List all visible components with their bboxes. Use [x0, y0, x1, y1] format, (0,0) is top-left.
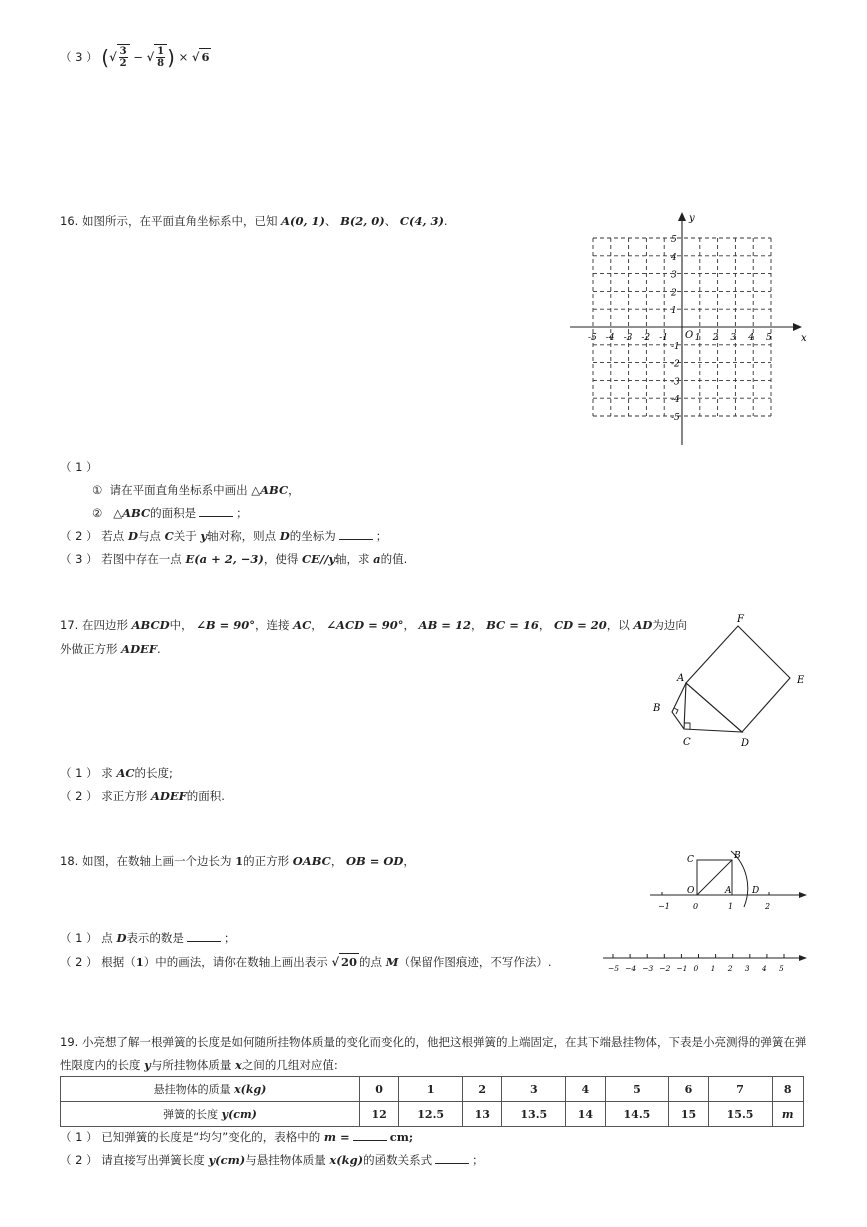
q19-line1: 19. 小亮想了解一根弹簧的长度是如何随所挂物体质量的变化而变化的，他把这根弹簧的上端固定，在其下端悬挂物体，下表是小亮测得的弹簧在弹: [60, 1035, 807, 1049]
table-cell: 8: [772, 1077, 804, 1102]
table-row-label: 悬挂物体的质量 x(kg): [61, 1077, 360, 1102]
table-cell: m: [772, 1102, 804, 1127]
table-cell: 3: [502, 1077, 566, 1102]
tick-label: 2: [727, 964, 733, 973]
label-d: D: [741, 738, 750, 749]
x-axis-label: x: [801, 333, 807, 344]
tick-label: 1: [710, 964, 716, 973]
q16-part1-label: （ 1 ）: [60, 460, 98, 474]
x-axis-arrow-icon: [793, 323, 802, 331]
y-tick-label: -5: [671, 413, 680, 423]
table-cell: 12: [360, 1102, 399, 1127]
q16-stem: 16. 如图所示，在平面直角坐标系中，已知 A(0, 1)、 B(2, 0)、 C(4, 3).: [60, 214, 448, 228]
table-cell: 2: [463, 1077, 502, 1102]
y-tick-label: 1: [671, 306, 677, 317]
q17-part2: （ 2 ） 求正方形 ADEF的面积.: [60, 789, 225, 803]
label-c: C: [687, 855, 694, 865]
y-tick-label: -3: [671, 377, 680, 388]
y-tick-label: -1: [671, 341, 680, 352]
q19-part1: （ 1 ） 已知弹簧的长度是“均匀”变化的，表格中的 m = cm;: [60, 1130, 414, 1144]
q18-blank-number-line[interactable]: [600, 948, 810, 978]
answer-blank[interactable]: [435, 1153, 469, 1164]
quadrilateral-abcd: [672, 683, 742, 732]
y-axis-arrow-icon: [678, 212, 686, 221]
table-cell: 5: [605, 1077, 669, 1102]
label-o: O: [687, 886, 695, 896]
x-tick-label: -3: [623, 333, 633, 343]
y-tick-label: -2: [671, 359, 680, 370]
table-cell: 7: [708, 1077, 772, 1102]
table-cell: 12.5: [399, 1102, 463, 1127]
table-cell: 14.5: [605, 1102, 669, 1127]
table-cell: 13: [463, 1102, 502, 1127]
x-tick-label: -4: [605, 333, 615, 343]
table-cell: 14: [566, 1102, 605, 1127]
number-line-arrow-icon: [799, 892, 807, 898]
q17-stem-line1: 17. 在四边形 ABCD中， ∠B = 90°，连接 AC， ∠ACD = 90°， AB = 12， BC = 16， CD = 20，以 AD为边向: [60, 618, 687, 632]
x-tick-label: -2: [641, 333, 651, 343]
x-tick-label: -5: [588, 333, 597, 343]
label-f: F: [737, 614, 744, 625]
q19-data-table: [60, 1076, 804, 1127]
table-row: [61, 1102, 804, 1127]
table-cell: 1: [399, 1077, 463, 1102]
q17-quadrilateral-figure: [645, 610, 815, 755]
q16-coordinate-grid: [565, 208, 810, 448]
square-adef: [686, 626, 790, 732]
tick-label: 0: [693, 964, 699, 973]
q18-part2: （ 2 ） 根据（1）中的画法，请你在数轴上画出表示 √ 20 的点 M（保留作图痕迹，不写作法）.: [60, 955, 552, 969]
tick-label: 3: [744, 964, 750, 973]
label-b: B: [653, 703, 661, 714]
tick-label: −5: [608, 964, 620, 973]
label-a: A: [677, 673, 685, 684]
q16-sub2: ② △ABC的面积是 ；: [92, 506, 248, 520]
tick-label: 5: [779, 964, 784, 973]
x-tick-label: 3: [730, 333, 737, 343]
table-row: [61, 1077, 804, 1102]
answer-blank[interactable]: [199, 506, 233, 517]
q19-part2: （ 2 ） 请直接写出弹簧长度 y(cm)与悬挂物体质量 x(kg)的函数关系式 ；: [60, 1153, 484, 1167]
x-tick-label: 5: [766, 333, 772, 343]
q19-line2: 性限度内的长度 y与所挂物体质量 x之间的几组对应值:: [60, 1058, 338, 1072]
y-tick-label: 4: [671, 252, 677, 263]
tick-label: 0: [693, 902, 699, 911]
y-tick-label: 3: [671, 270, 677, 281]
q15-part3: （ 3 ） (√ $\frac{3}{2}$ − √ $\frac{1}{8}$ ) × √ 6: [60, 45, 210, 70]
q17-part1: （ 1 ） 求 AC的长度;: [60, 766, 173, 780]
label-d: D: [752, 886, 760, 896]
x-tick-label: 4: [748, 333, 754, 343]
q17-stem-line2: 外做正方形 ADEF.: [60, 642, 161, 656]
origin-label: O: [685, 330, 694, 341]
label-b: B: [734, 851, 741, 861]
tick-label: −4: [625, 964, 637, 973]
q18-part1: （ 1 ） 点 D表示的数是 ；: [60, 931, 236, 945]
label-c: C: [683, 737, 691, 748]
answer-blank[interactable]: [353, 1130, 387, 1141]
y-tick-label: -4: [671, 395, 680, 406]
right-angle-mark: [674, 708, 678, 714]
answer-blank[interactable]: [339, 529, 373, 540]
table-cell: 13.5: [502, 1102, 566, 1127]
q16-part3: （ 3 ） 若图中存在一点 E(a + 2, −3)，使得 CE//y轴，求 a的值.: [60, 552, 408, 566]
label-e: E: [797, 675, 805, 686]
table-cell: 15.5: [708, 1102, 772, 1127]
label-a: A: [725, 886, 732, 896]
q18-stem: 18. 如图，在数轴上画一个边长为 1的正方形 OABC， OB = OD，: [60, 854, 415, 868]
answer-blank[interactable]: [187, 931, 221, 942]
tick-label: 2: [765, 902, 771, 911]
table-cell: 0: [360, 1077, 399, 1102]
q18-number-line-figure: [645, 845, 810, 915]
tick-label: 1: [728, 902, 734, 911]
number-line-arrow-icon: [799, 955, 807, 961]
part-label: （ 3 ）: [60, 50, 98, 64]
right-angle-mark: [684, 723, 690, 729]
q16-part2: （ 2 ） 若点 D与点 C关于 y轴对称，则点 D的坐标为 ；: [60, 529, 388, 543]
y-tick-label: 5: [671, 235, 677, 245]
table-cell: 4: [566, 1077, 605, 1102]
table-cell: 15: [669, 1102, 708, 1127]
diagonal-ac: [684, 683, 686, 729]
table-row-label: 弹簧的长度 y(cm): [61, 1102, 360, 1127]
tick-label: −2: [659, 964, 671, 973]
x-tick-label: -1: [659, 333, 668, 343]
tick-label: −3: [642, 964, 654, 973]
y-axis-label: y: [689, 213, 695, 224]
q16-sub1: ① 请在平面直角坐标系中画出 △ABC，: [92, 483, 300, 497]
tick-label: −1: [658, 902, 670, 911]
y-tick-label: 2: [671, 288, 677, 299]
table-cell: 6: [669, 1077, 708, 1102]
x-tick-label: 2: [712, 333, 719, 343]
x-tick-label: 1: [694, 333, 701, 343]
tick-label: 4: [761, 964, 767, 973]
tick-label: −1: [676, 964, 688, 973]
